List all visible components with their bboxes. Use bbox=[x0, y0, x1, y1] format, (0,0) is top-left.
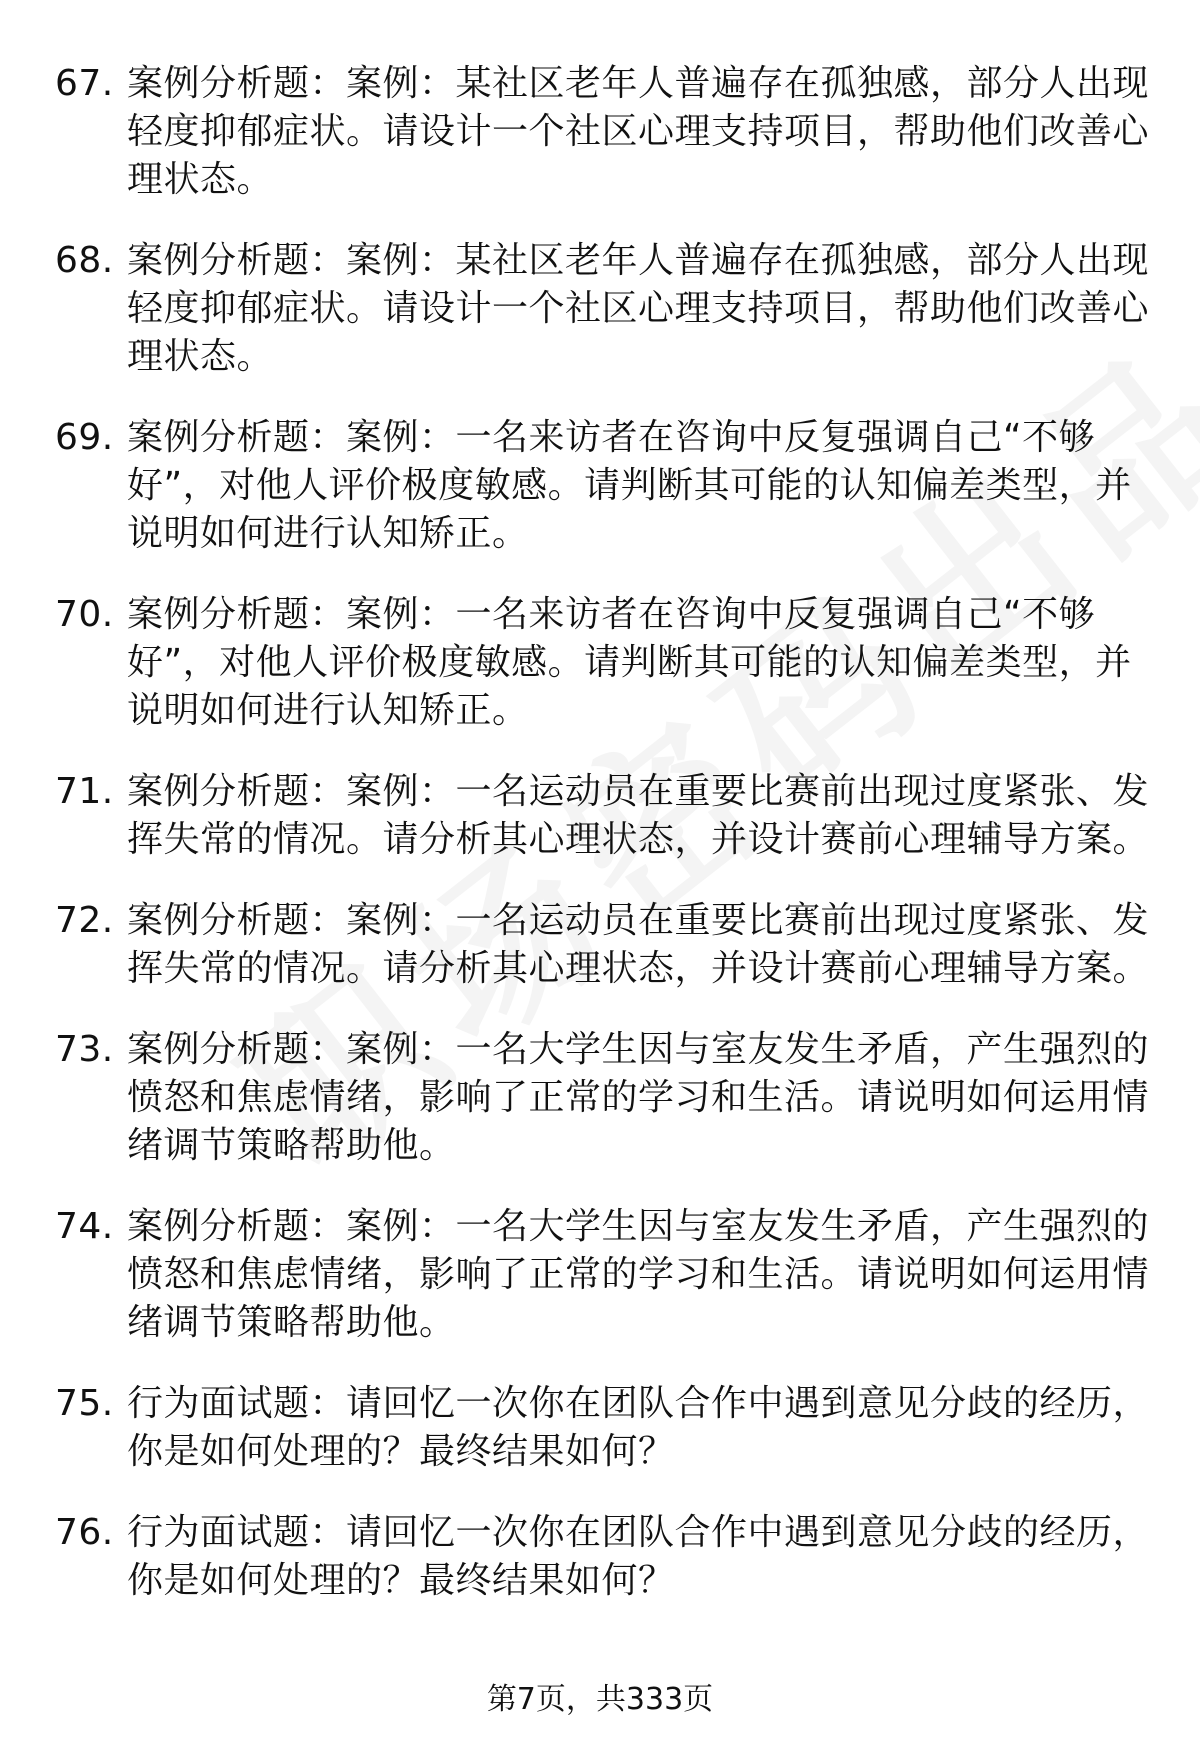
question-number: 74. bbox=[55, 1206, 114, 1247]
list-item bbox=[55, 897, 1150, 993]
question-number: 76. bbox=[55, 1512, 114, 1553]
question-number: 71. bbox=[55, 771, 114, 812]
question-text: 案例分析题：案例：某社区老年人普遍存在孤独感，部分人出现轻度抑郁症状。请设计一个社区心理支持项目，帮助他们改善心理状态。 bbox=[127, 63, 1150, 200]
list-item bbox=[55, 768, 1150, 864]
question-number: 67. bbox=[55, 63, 114, 104]
question-text: 案例分析题：案例：一名来访者在咨询中反复强调自己“不够好”，对他人评价极度敏感。请判断其可能的认知偏差类型，并说明如何进行认知矫正。 bbox=[127, 594, 1132, 731]
question-text: 案例分析题：案例：某社区老年人普遍存在孤独感，部分人出现轻度抑郁症状。请设计一个社区心理支持项目，帮助他们改善心理状态。 bbox=[127, 240, 1150, 377]
question-text: 案例分析题：案例：一名运动员在重要比赛前出现过度紧张、发挥失常的情况。请分析其心理状态，并设计赛前心理辅导方案。 bbox=[127, 900, 1150, 989]
list-item bbox=[55, 1509, 1150, 1605]
list-item bbox=[55, 591, 1150, 735]
list-item bbox=[55, 414, 1150, 558]
question-number: 72. bbox=[55, 900, 114, 941]
list-item bbox=[55, 1380, 1150, 1476]
question-text: 行为面试题：请回忆一次你在团队合作中遇到意见分歧的经历，你是如何处理的？最终结果如何？ bbox=[127, 1512, 1150, 1601]
list-item bbox=[55, 1026, 1150, 1170]
question-text: 案例分析题：案例：一名大学生因与室友发生矛盾，产生强烈的愤怒和焦虑情绪，影响了正常的学习和生活。请说明如何运用情绪调节策略帮助他。 bbox=[127, 1206, 1150, 1343]
page-footer: 第7页，共333页 bbox=[486, 1682, 714, 1717]
question-text: 行为面试题：请回忆一次你在团队合作中遇到意见分歧的经历，你是如何处理的？最终结果如何？ bbox=[127, 1383, 1150, 1472]
list-item bbox=[55, 1203, 1150, 1347]
question-number: 73. bbox=[55, 1029, 114, 1070]
list-item bbox=[55, 237, 1150, 381]
question-number: 69. bbox=[55, 417, 114, 458]
question-list bbox=[55, 60, 1150, 1638]
question-text: 案例分析题：案例：一名来访者在咨询中反复强调自己“不够好”，对他人评价极度敏感。请判断其可能的认知偏差类型，并说明如何进行认知矫正。 bbox=[127, 417, 1132, 554]
question-text: 案例分析题：案例：一名大学生因与室友发生矛盾，产生强烈的愤怒和焦虑情绪，影响了正常的学习和生活。请说明如何运用情绪调节策略帮助他。 bbox=[127, 1029, 1150, 1166]
list-item bbox=[55, 60, 1150, 204]
question-number: 68. bbox=[55, 240, 114, 281]
question-text: 案例分析题：案例：一名运动员在重要比赛前出现过度紧张、发挥失常的情况。请分析其心理状态，并设计赛前心理辅导方案。 bbox=[127, 771, 1150, 860]
question-number: 70. bbox=[55, 594, 114, 635]
question-number: 75. bbox=[55, 1383, 114, 1424]
